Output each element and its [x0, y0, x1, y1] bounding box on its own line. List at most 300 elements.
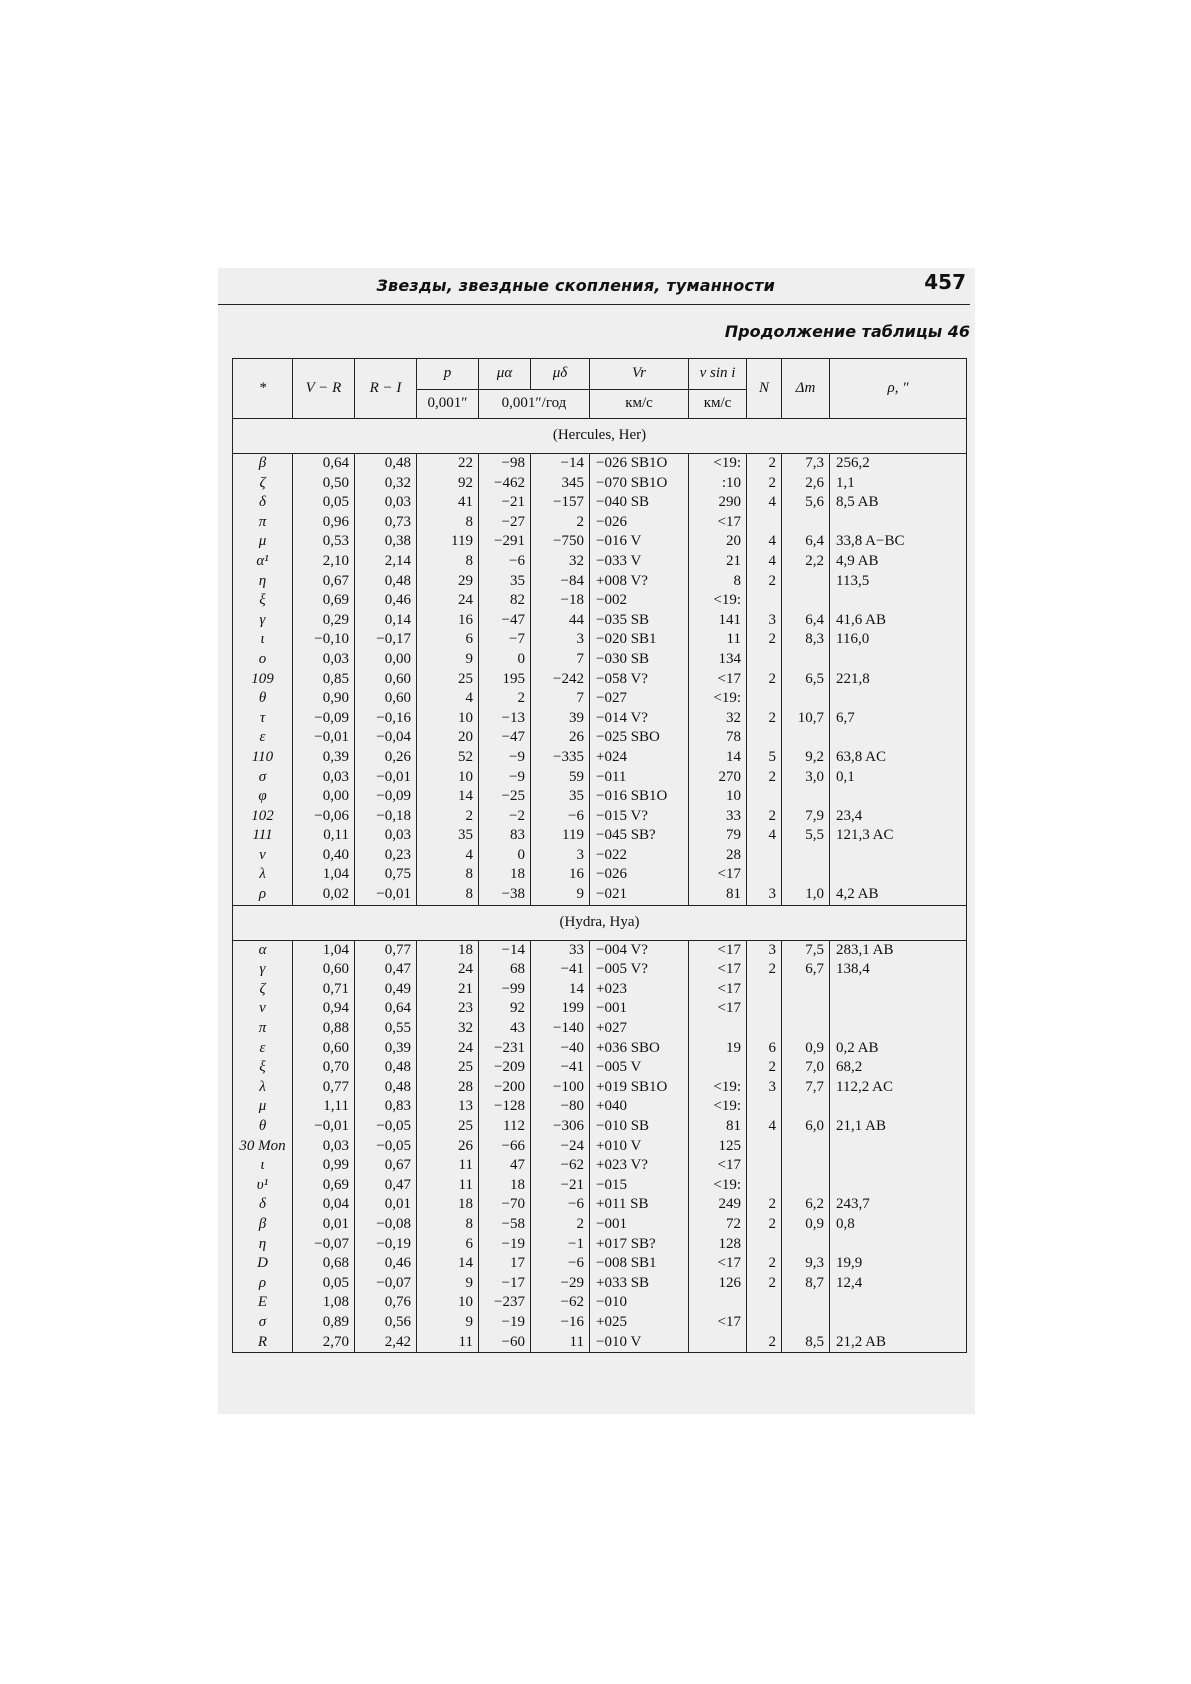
cell-star: 102 — [251, 807, 274, 824]
cell-mu-delta: 345 — [531, 474, 590, 494]
cell-vsini: 78 — [689, 728, 747, 748]
cell-star: D — [257, 1255, 268, 1272]
section-header-row — [233, 419, 967, 454]
cell-mu-delta: −750 — [531, 532, 590, 552]
col-radial-velocity: Vr — [590, 359, 689, 390]
cell-parallax: 8 — [417, 865, 479, 885]
unit-vsini: км/с — [689, 390, 747, 419]
cell-radial-velocity: −011 — [590, 768, 689, 788]
cell-rho: 113,5 — [830, 572, 967, 592]
cell-star: σ — [258, 1313, 267, 1330]
cell-r-i: 0,55 — [355, 1019, 417, 1039]
cell-vsini — [689, 1333, 747, 1353]
cell-n: 2 — [747, 768, 782, 788]
cell-v-r: −0,10 — [293, 630, 355, 650]
cell-r-i: 0,73 — [355, 513, 417, 533]
cell-n: 3 — [747, 1078, 782, 1098]
cell-r-i: −0,18 — [355, 807, 417, 827]
cell-star: π — [258, 1020, 267, 1037]
cell-n: 5 — [747, 748, 782, 768]
cell-mu-delta: −6 — [531, 1254, 590, 1274]
cell-delta-m — [782, 572, 830, 592]
cell-v-r: 0,11 — [293, 826, 355, 846]
cell-rho — [830, 1097, 967, 1117]
cell-delta-m: 6,7 — [782, 960, 830, 980]
cell-parallax: 11 — [417, 1176, 479, 1196]
cell-star: θ — [258, 1118, 267, 1134]
cell-r-i: −0,05 — [355, 1117, 417, 1137]
cell-v-r: 0,40 — [293, 846, 355, 866]
cell-star: τ — [259, 709, 266, 726]
cell-r-i: 0,67 — [355, 1156, 417, 1176]
cell-rho: 33,8 A−BC — [830, 532, 967, 552]
cell-mu-delta: 7 — [531, 689, 590, 709]
cell-r-i: −0,19 — [355, 1235, 417, 1255]
cell-radial-velocity: −002 — [590, 591, 689, 611]
cell-star: β — [258, 455, 267, 471]
cell-v-r: 0,03 — [293, 1137, 355, 1157]
cell-mu-alpha: −200 — [479, 1078, 531, 1098]
cell-rho: 256,2 — [830, 454, 967, 474]
cell-parallax: 10 — [417, 709, 479, 729]
cell-mu-delta: −140 — [531, 1019, 590, 1039]
cell-mu-delta: −100 — [531, 1078, 590, 1098]
cell-delta-m: 9,3 — [782, 1254, 830, 1274]
table-row — [233, 591, 967, 611]
cell-v-r: 1,04 — [293, 940, 355, 960]
col-vsini: v sin i — [689, 359, 747, 390]
cell-star: α — [258, 941, 267, 958]
cell-v-r: 0,69 — [293, 1176, 355, 1196]
cell-parallax: 13 — [417, 1097, 479, 1117]
section-title: (Hercules, Her) — [233, 419, 967, 454]
cell-radial-velocity: −004 V? — [590, 940, 689, 960]
cell-delta-m — [782, 999, 830, 1019]
cell-star: ζ — [259, 474, 266, 491]
cell-v-r: 0,67 — [293, 572, 355, 592]
cell-v-r: 0,60 — [293, 1039, 355, 1059]
cell-star: μ — [258, 1098, 267, 1115]
cell-n: 2 — [747, 572, 782, 592]
cell-mu-delta: 39 — [531, 709, 590, 729]
cell-parallax: 24 — [417, 1039, 479, 1059]
cell-mu-delta: 2 — [531, 513, 590, 533]
cell-mu-alpha: −237 — [479, 1293, 531, 1313]
cell-delta-m: 8,7 — [782, 1274, 830, 1294]
cell-rho: 221,8 — [830, 670, 967, 690]
cell-n — [747, 1156, 782, 1176]
cell-r-i: 0,60 — [355, 670, 417, 690]
cell-radial-velocity: +027 — [590, 1019, 689, 1039]
cell-v-r: 0,89 — [293, 1313, 355, 1333]
cell-star: δ — [259, 494, 266, 511]
table-row — [233, 1039, 967, 1059]
cell-delta-m — [782, 1293, 830, 1313]
cell-rho — [830, 1235, 967, 1255]
cell-mu-delta: −6 — [531, 1195, 590, 1215]
cell-mu-alpha: −9 — [479, 748, 531, 768]
cell-rho: 0,8 — [830, 1215, 967, 1235]
cell-mu-alpha: −38 — [479, 885, 531, 905]
table-row — [233, 748, 967, 768]
cell-rho: 21,2 AB — [830, 1333, 967, 1353]
cell-radial-velocity: −045 SB? — [590, 826, 689, 846]
cell-vsini: <17 — [689, 940, 747, 960]
cell-mu-alpha: −7 — [479, 630, 531, 650]
cell-mu-alpha: 47 — [479, 1156, 531, 1176]
table-row — [233, 1019, 967, 1039]
cell-v-r: 0,02 — [293, 885, 355, 905]
cell-vsini: 72 — [689, 1215, 747, 1235]
col-n: N — [747, 359, 782, 419]
cell-star: λ — [259, 866, 266, 883]
cell-rho: 8,5 AB — [830, 493, 967, 513]
table-row — [233, 709, 967, 729]
cell-star: θ — [258, 690, 267, 707]
cell-n: 2 — [747, 1195, 782, 1215]
cell-vsini: <19: — [689, 1078, 747, 1098]
col-rho: ρ, ″ — [830, 359, 967, 419]
cell-delta-m: 6,5 — [782, 670, 830, 690]
cell-mu-delta: −62 — [531, 1156, 590, 1176]
cell-delta-m — [782, 865, 830, 885]
cell-star: ο — [258, 650, 267, 667]
cell-parallax: 14 — [417, 1254, 479, 1274]
cell-delta-m — [782, 846, 830, 866]
cell-v-r: 0,50 — [293, 474, 355, 494]
cell-n — [747, 1019, 782, 1039]
cell-n: 4 — [747, 1117, 782, 1137]
cell-mu-alpha: −25 — [479, 787, 531, 807]
cell-r-i: 0,01 — [355, 1195, 417, 1215]
cell-rho: 21,1 AB — [830, 1117, 967, 1137]
cell-r-i: 0,32 — [355, 474, 417, 494]
cell-star: 111 — [252, 827, 273, 844]
cell-r-i: 0,14 — [355, 611, 417, 631]
cell-rho — [830, 650, 967, 670]
cell-parallax: 8 — [417, 1215, 479, 1235]
cell-n: 2 — [747, 807, 782, 827]
cell-rho — [830, 513, 967, 533]
cell-mu-alpha: 195 — [479, 670, 531, 690]
cell-vsini: <19: — [689, 1176, 747, 1196]
cell-parallax: 25 — [417, 670, 479, 690]
cell-radial-velocity: −022 — [590, 846, 689, 866]
star-table — [232, 358, 967, 1353]
cell-n — [747, 1137, 782, 1157]
cell-mu-alpha: −13 — [479, 709, 531, 729]
cell-n — [747, 846, 782, 866]
cell-parallax: 6 — [417, 630, 479, 650]
cell-delta-m: 6,0 — [782, 1117, 830, 1137]
cell-mu-delta: 14 — [531, 980, 590, 1000]
cell-v-r: 0,69 — [293, 591, 355, 611]
section-header-row — [233, 905, 967, 940]
table-row — [233, 1097, 967, 1117]
cell-n — [747, 689, 782, 709]
cell-mu-delta: −14 — [531, 454, 590, 474]
cell-v-r: 0,53 — [293, 532, 355, 552]
cell-n: 2 — [747, 960, 782, 980]
unit-proper-motion: 0,001″/год — [479, 390, 590, 419]
table-row — [233, 865, 967, 885]
cell-radial-velocity: +036 SBO — [590, 1039, 689, 1059]
cell-star: η — [258, 1235, 267, 1252]
cell-mu-alpha: −17 — [479, 1274, 531, 1294]
cell-vsini: <17 — [689, 1254, 747, 1274]
cell-mu-alpha: −70 — [479, 1195, 531, 1215]
cell-vsini: 141 — [689, 611, 747, 631]
cell-vsini: <17 — [689, 980, 747, 1000]
cell-r-i: −0,04 — [355, 728, 417, 748]
cell-parallax: 25 — [417, 1058, 479, 1078]
cell-r-i: 2,14 — [355, 552, 417, 572]
cell-parallax: 41 — [417, 493, 479, 513]
cell-r-i: 0,48 — [355, 1078, 417, 1098]
cell-delta-m — [782, 591, 830, 611]
cell-v-r: 2,70 — [293, 1333, 355, 1353]
cell-mu-alpha: −128 — [479, 1097, 531, 1117]
cell-mu-delta: 26 — [531, 728, 590, 748]
cell-v-r: 0,60 — [293, 960, 355, 980]
cell-mu-delta: −157 — [531, 493, 590, 513]
cell-radial-velocity: −070 SB1O — [590, 474, 689, 494]
cell-mu-delta: 2 — [531, 1215, 590, 1235]
cell-mu-alpha: −47 — [479, 611, 531, 631]
cell-star: 110 — [251, 748, 274, 765]
cell-r-i: −0,05 — [355, 1137, 417, 1157]
cell-v-r: 0,71 — [293, 980, 355, 1000]
cell-delta-m: 10,7 — [782, 709, 830, 729]
cell-v-r: 0,68 — [293, 1254, 355, 1274]
cell-rho — [830, 728, 967, 748]
cell-vsini: 270 — [689, 768, 747, 788]
cell-delta-m: 7,0 — [782, 1058, 830, 1078]
cell-radial-velocity: −026 — [590, 865, 689, 885]
cell-star: γ — [259, 961, 266, 978]
table-continuation-label: Продолжение таблицы 46 — [724, 322, 970, 341]
cell-radial-velocity: −001 — [590, 1215, 689, 1235]
cell-rho: 23,4 — [830, 807, 967, 827]
cell-mu-alpha: 2 — [479, 689, 531, 709]
cell-rho: 116,0 — [830, 630, 967, 650]
table-row — [233, 1254, 967, 1274]
cell-parallax: 10 — [417, 1293, 479, 1313]
table-row — [233, 980, 967, 1000]
cell-v-r: 0,04 — [293, 1195, 355, 1215]
cell-star: π — [258, 513, 267, 530]
cell-rho — [830, 865, 967, 885]
cell-star: ξ — [259, 592, 266, 609]
cell-star: υ¹ — [256, 1176, 269, 1193]
cell-r-i: 0,38 — [355, 532, 417, 552]
cell-radial-velocity: −021 — [590, 885, 689, 905]
cell-radial-velocity: −016 V — [590, 532, 689, 552]
cell-r-i: −0,16 — [355, 709, 417, 729]
cell-n: 2 — [747, 1215, 782, 1235]
cell-radial-velocity: −010 V — [590, 1333, 689, 1353]
table-row — [233, 1274, 967, 1294]
cell-parallax: 4 — [417, 689, 479, 709]
cell-n: 2 — [747, 454, 782, 474]
cell-star: 109 — [251, 670, 274, 687]
cell-star: λ — [259, 1078, 266, 1095]
cell-n: 2 — [747, 474, 782, 494]
cell-v-r: −0,01 — [293, 1117, 355, 1137]
cell-r-i: 0,48 — [355, 1058, 417, 1078]
cell-rho: 243,7 — [830, 1195, 967, 1215]
cell-mu-alpha: −231 — [479, 1039, 531, 1059]
cell-parallax: 8 — [417, 885, 479, 905]
table-row — [233, 1313, 967, 1333]
cell-r-i: −0,07 — [355, 1274, 417, 1294]
cell-rho — [830, 1313, 967, 1333]
cell-v-r: 0,00 — [293, 787, 355, 807]
cell-star: ζ — [259, 980, 266, 997]
cell-vsini: 125 — [689, 1137, 747, 1157]
cell-parallax: 10 — [417, 768, 479, 788]
cell-vsini: 126 — [689, 1274, 747, 1294]
cell-mu-alpha: −209 — [479, 1058, 531, 1078]
cell-mu-alpha: −66 — [479, 1137, 531, 1157]
cell-mu-delta: −6 — [531, 807, 590, 827]
table-row — [233, 1195, 967, 1215]
cell-radial-velocity: +033 SB — [590, 1274, 689, 1294]
cell-parallax: 9 — [417, 650, 479, 670]
cell-v-r: 0,29 — [293, 611, 355, 631]
cell-delta-m — [782, 650, 830, 670]
cell-vsini: 81 — [689, 885, 747, 905]
cell-star: φ — [258, 788, 267, 805]
cell-delta-m — [782, 728, 830, 748]
col-parallax: p — [417, 359, 479, 390]
cell-vsini: <17 — [689, 865, 747, 885]
cell-rho: 63,8 AC — [830, 748, 967, 768]
cell-mu-alpha: −14 — [479, 940, 531, 960]
cell-vsini: 19 — [689, 1039, 747, 1059]
cell-v-r: 0,99 — [293, 1156, 355, 1176]
cell-n — [747, 980, 782, 1000]
cell-vsini: 14 — [689, 748, 747, 768]
cell-vsini: <19: — [689, 689, 747, 709]
cell-vsini: :10 — [689, 474, 747, 494]
cell-parallax: 35 — [417, 826, 479, 846]
running-head — [218, 270, 970, 305]
cell-r-i: 0,48 — [355, 454, 417, 474]
cell-parallax: 14 — [417, 787, 479, 807]
cell-delta-m — [782, 980, 830, 1000]
cell-radial-velocity: +019 SB1O — [590, 1078, 689, 1098]
cell-delta-m — [782, 787, 830, 807]
cell-r-i: −0,17 — [355, 630, 417, 650]
col-mu-alpha: μα — [479, 359, 531, 390]
cell-r-i: 2,42 — [355, 1333, 417, 1353]
cell-vsini: <19: — [689, 1097, 747, 1117]
cell-parallax: 26 — [417, 1137, 479, 1157]
cell-vsini: 134 — [689, 650, 747, 670]
cell-parallax: 6 — [417, 1235, 479, 1255]
cell-n — [747, 999, 782, 1019]
cell-r-i: −0,01 — [355, 768, 417, 788]
cell-delta-m — [782, 513, 830, 533]
cell-mu-delta: 119 — [531, 826, 590, 846]
cell-r-i: −0,09 — [355, 787, 417, 807]
cell-r-i: 0,00 — [355, 650, 417, 670]
cell-star: ξ — [259, 1059, 266, 1076]
cell-r-i: 0,03 — [355, 826, 417, 846]
cell-n: 6 — [747, 1039, 782, 1059]
cell-rho — [830, 787, 967, 807]
cell-vsini: 10 — [689, 787, 747, 807]
unit-parallax: 0,001″ — [417, 390, 479, 419]
cell-radial-velocity: +024 — [590, 748, 689, 768]
cell-parallax: 24 — [417, 960, 479, 980]
cell-delta-m — [782, 1137, 830, 1157]
cell-parallax: 22 — [417, 454, 479, 474]
cell-n: 3 — [747, 611, 782, 631]
cell-parallax: 4 — [417, 846, 479, 866]
cell-mu-delta: 32 — [531, 552, 590, 572]
cell-delta-m: 1,0 — [782, 885, 830, 905]
cell-mu-alpha: −58 — [479, 1215, 531, 1235]
cell-rho — [830, 1176, 967, 1196]
cell-parallax: 11 — [417, 1156, 479, 1176]
cell-delta-m: 8,3 — [782, 630, 830, 650]
cell-rho — [830, 591, 967, 611]
table-row — [233, 768, 967, 788]
cell-mu-delta: −84 — [531, 572, 590, 592]
cell-parallax: 24 — [417, 591, 479, 611]
cell-vsini: 33 — [689, 807, 747, 827]
cell-r-i: 0,48 — [355, 572, 417, 592]
cell-mu-alpha: −19 — [479, 1313, 531, 1333]
cell-parallax: 9 — [417, 1274, 479, 1294]
cell-star: ν — [259, 846, 266, 863]
cell-radial-velocity: −005 V? — [590, 960, 689, 980]
cell-star: γ — [259, 611, 266, 628]
cell-r-i: −0,08 — [355, 1215, 417, 1235]
table-row — [233, 630, 967, 650]
cell-n: 2 — [747, 670, 782, 690]
cell-vsini — [689, 1058, 747, 1078]
cell-parallax: 9 — [417, 1313, 479, 1333]
cell-mu-alpha: 18 — [479, 865, 531, 885]
cell-mu-alpha: −9 — [479, 768, 531, 788]
cell-rho — [830, 1019, 967, 1039]
cell-delta-m — [782, 1313, 830, 1333]
cell-n: 2 — [747, 630, 782, 650]
table-row — [233, 1333, 967, 1353]
cell-radial-velocity: +023 — [590, 980, 689, 1000]
cell-rho: 4,2 AB — [830, 885, 967, 905]
cell-r-i: 0,23 — [355, 846, 417, 866]
cell-parallax: 11 — [417, 1333, 479, 1353]
cell-v-r: 2,10 — [293, 552, 355, 572]
cell-radial-velocity: +017 SB? — [590, 1235, 689, 1255]
cell-r-i: 0,64 — [355, 999, 417, 1019]
cell-mu-delta: 44 — [531, 611, 590, 631]
cell-mu-delta: −306 — [531, 1117, 590, 1137]
table-row — [233, 787, 967, 807]
cell-mu-alpha: −6 — [479, 552, 531, 572]
cell-rho: 6,7 — [830, 709, 967, 729]
table-row — [233, 846, 967, 866]
table-row — [233, 532, 967, 552]
cell-rho: 12,4 — [830, 1274, 967, 1294]
cell-radial-velocity: −030 SB — [590, 650, 689, 670]
cell-vsini: <17 — [689, 670, 747, 690]
cell-parallax: 8 — [417, 552, 479, 572]
